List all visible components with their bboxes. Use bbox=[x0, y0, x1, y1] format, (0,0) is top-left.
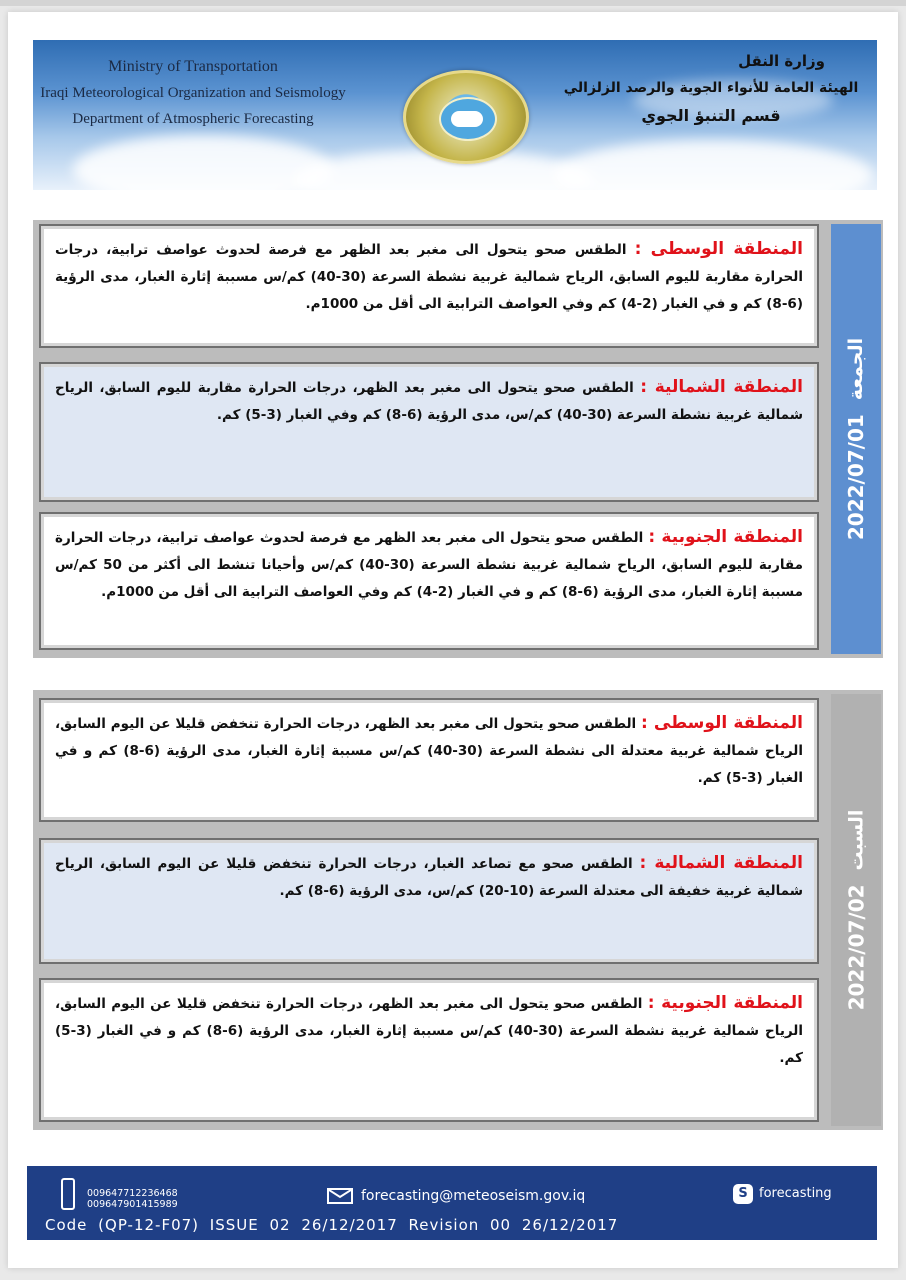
day-side-panel bbox=[831, 224, 881, 654]
day-block-2 bbox=[33, 690, 883, 1130]
region-forecast: الطقس صحو يتحول الى مغبر بعد الظهر، درجات الحرارة تنخفض قليلا عن اليوم السابق، الرياح شمالية غربية معتدلة الى نشطة السرعة (30-40) كم/س مسببة إثارة الغبار، مدى الرؤية (6-8) كم و في الغبار (3-5) كم. bbox=[55, 716, 803, 786]
email-address[interactable]: forecasting@meteoseism.gov.iq bbox=[361, 1188, 586, 1204]
region-forecast: الطقس صحو يتحول الى مغبر بعد الظهر، درجات الحرارة مقاربة لليوم السابق، الرياح شمالية غربية نشطة السرعة (30-40) كم/س، مدى الرؤية (6-8) كم وفي الغبار (3-5) كم. bbox=[55, 380, 803, 423]
region-name: المنطقة الجنوبية : bbox=[648, 527, 803, 547]
day-name: السبت bbox=[845, 809, 868, 871]
day-block-1 bbox=[33, 220, 883, 658]
skype-name[interactable]: forecasting bbox=[759, 1186, 832, 1201]
day-name: الجمعة bbox=[845, 337, 868, 401]
organization-name-ar: الهيئة العامة للأنواء الجوية والرصد الزلزالي bbox=[563, 80, 859, 96]
region-south bbox=[39, 512, 819, 650]
document-code: Code (QP-12-F07) ISSUE 02 26/12/2017 Revision 00 26/12/2017 bbox=[45, 1216, 619, 1234]
region-forecast: الطقس صحو يتحول الى مغبر بعد الظهر مع فرصة لحدوث عواصف ترابية، درجات الحرارة مقاربة لليوم السابق، الرياح شمالية غربية نشطة السرعة (30-40) كم/س مسببة إثارة الغبار، مدى الرؤية (6-8) كم و في الغبار (2-4) كم وفي العواصف الترابية الى أقل من 1000م. bbox=[55, 242, 803, 312]
organization-logo bbox=[403, 70, 529, 164]
region-name: المنطقة الشمالية : bbox=[640, 377, 804, 397]
region-north bbox=[39, 838, 819, 964]
email-contact[interactable] bbox=[327, 1188, 585, 1204]
mail-icon bbox=[327, 1188, 353, 1204]
skype-icon: S bbox=[733, 1184, 753, 1204]
region-north bbox=[39, 362, 819, 502]
phone-2: 009647901415989 bbox=[87, 1199, 178, 1210]
footer bbox=[27, 1166, 877, 1240]
day-date: 2022/07/01 bbox=[844, 414, 869, 541]
region-name: المنطقة الوسطى : bbox=[634, 239, 803, 259]
region-name: المنطقة الجنوبية : bbox=[647, 993, 804, 1013]
organization-name-en: Iraqi Meteorological Organization and Seismology bbox=[40, 85, 346, 101]
department-name-en: Department of Atmospheric Forecasting bbox=[72, 111, 314, 127]
ministry-name-en: Ministry of Transportation bbox=[108, 58, 278, 75]
phone-icon bbox=[61, 1178, 75, 1210]
region-name: المنطقة الوسطى : bbox=[641, 713, 803, 733]
region-forecast: الطقس صحو يتحول الى مغبر بعد الظهر، درجات الحرارة تنخفض قليلا عن اليوم السابق، الرياح شمالية غربية نشطة السرعة (30-40) كم/س مسببة إثارة الغبار، مدى الرؤية (6-8) كم و في الغبار (3-5) كم. bbox=[55, 996, 803, 1066]
region-forecast: الطقس صحو مع تصاعد الغبار، درجات الحرارة تنخفض قليلا عن اليوم السابق، الرياح شمالية غربية خفيفة الى معتدلة السرعة (10-20) كم/س، مدى الرؤية (6-8) كم. bbox=[55, 856, 803, 899]
region-forecast: الطقس صحو يتحول الى مغبر بعد الظهر مع فرصة لحدوث عواصف ترابية، درجات الحرارة مقاربة لليوم السابق، الرياح شمالية غربية نشطة السرعة (30-40) كم/س وأحيانا تنشط الى أكثر من 50 كم/س مسببة إثارة الغبار، مدى الرؤية (6-8) كم و في الغبار (2-4) كم وفي العواصف الترابية الى أقل من 1000م. bbox=[55, 530, 803, 600]
region-central bbox=[39, 698, 819, 822]
ministry-name-ar: وزارة النقل bbox=[738, 52, 825, 70]
region-central bbox=[39, 224, 819, 348]
day-date: 2022/07/02 bbox=[844, 884, 869, 1011]
header-arabic bbox=[561, 48, 861, 129]
top-strip bbox=[0, 0, 906, 6]
day-side-panel bbox=[831, 694, 881, 1126]
phone-numbers bbox=[87, 1188, 178, 1210]
department-name-ar: قسم التنبؤ الجوي bbox=[641, 106, 781, 125]
header-banner bbox=[33, 40, 877, 190]
phone-1: 009647712236468 bbox=[87, 1188, 178, 1199]
region-name: المنطقة الشمالية : bbox=[639, 853, 803, 873]
region-south bbox=[39, 978, 819, 1122]
header-english bbox=[33, 54, 353, 132]
skype-contact[interactable] bbox=[733, 1184, 832, 1204]
